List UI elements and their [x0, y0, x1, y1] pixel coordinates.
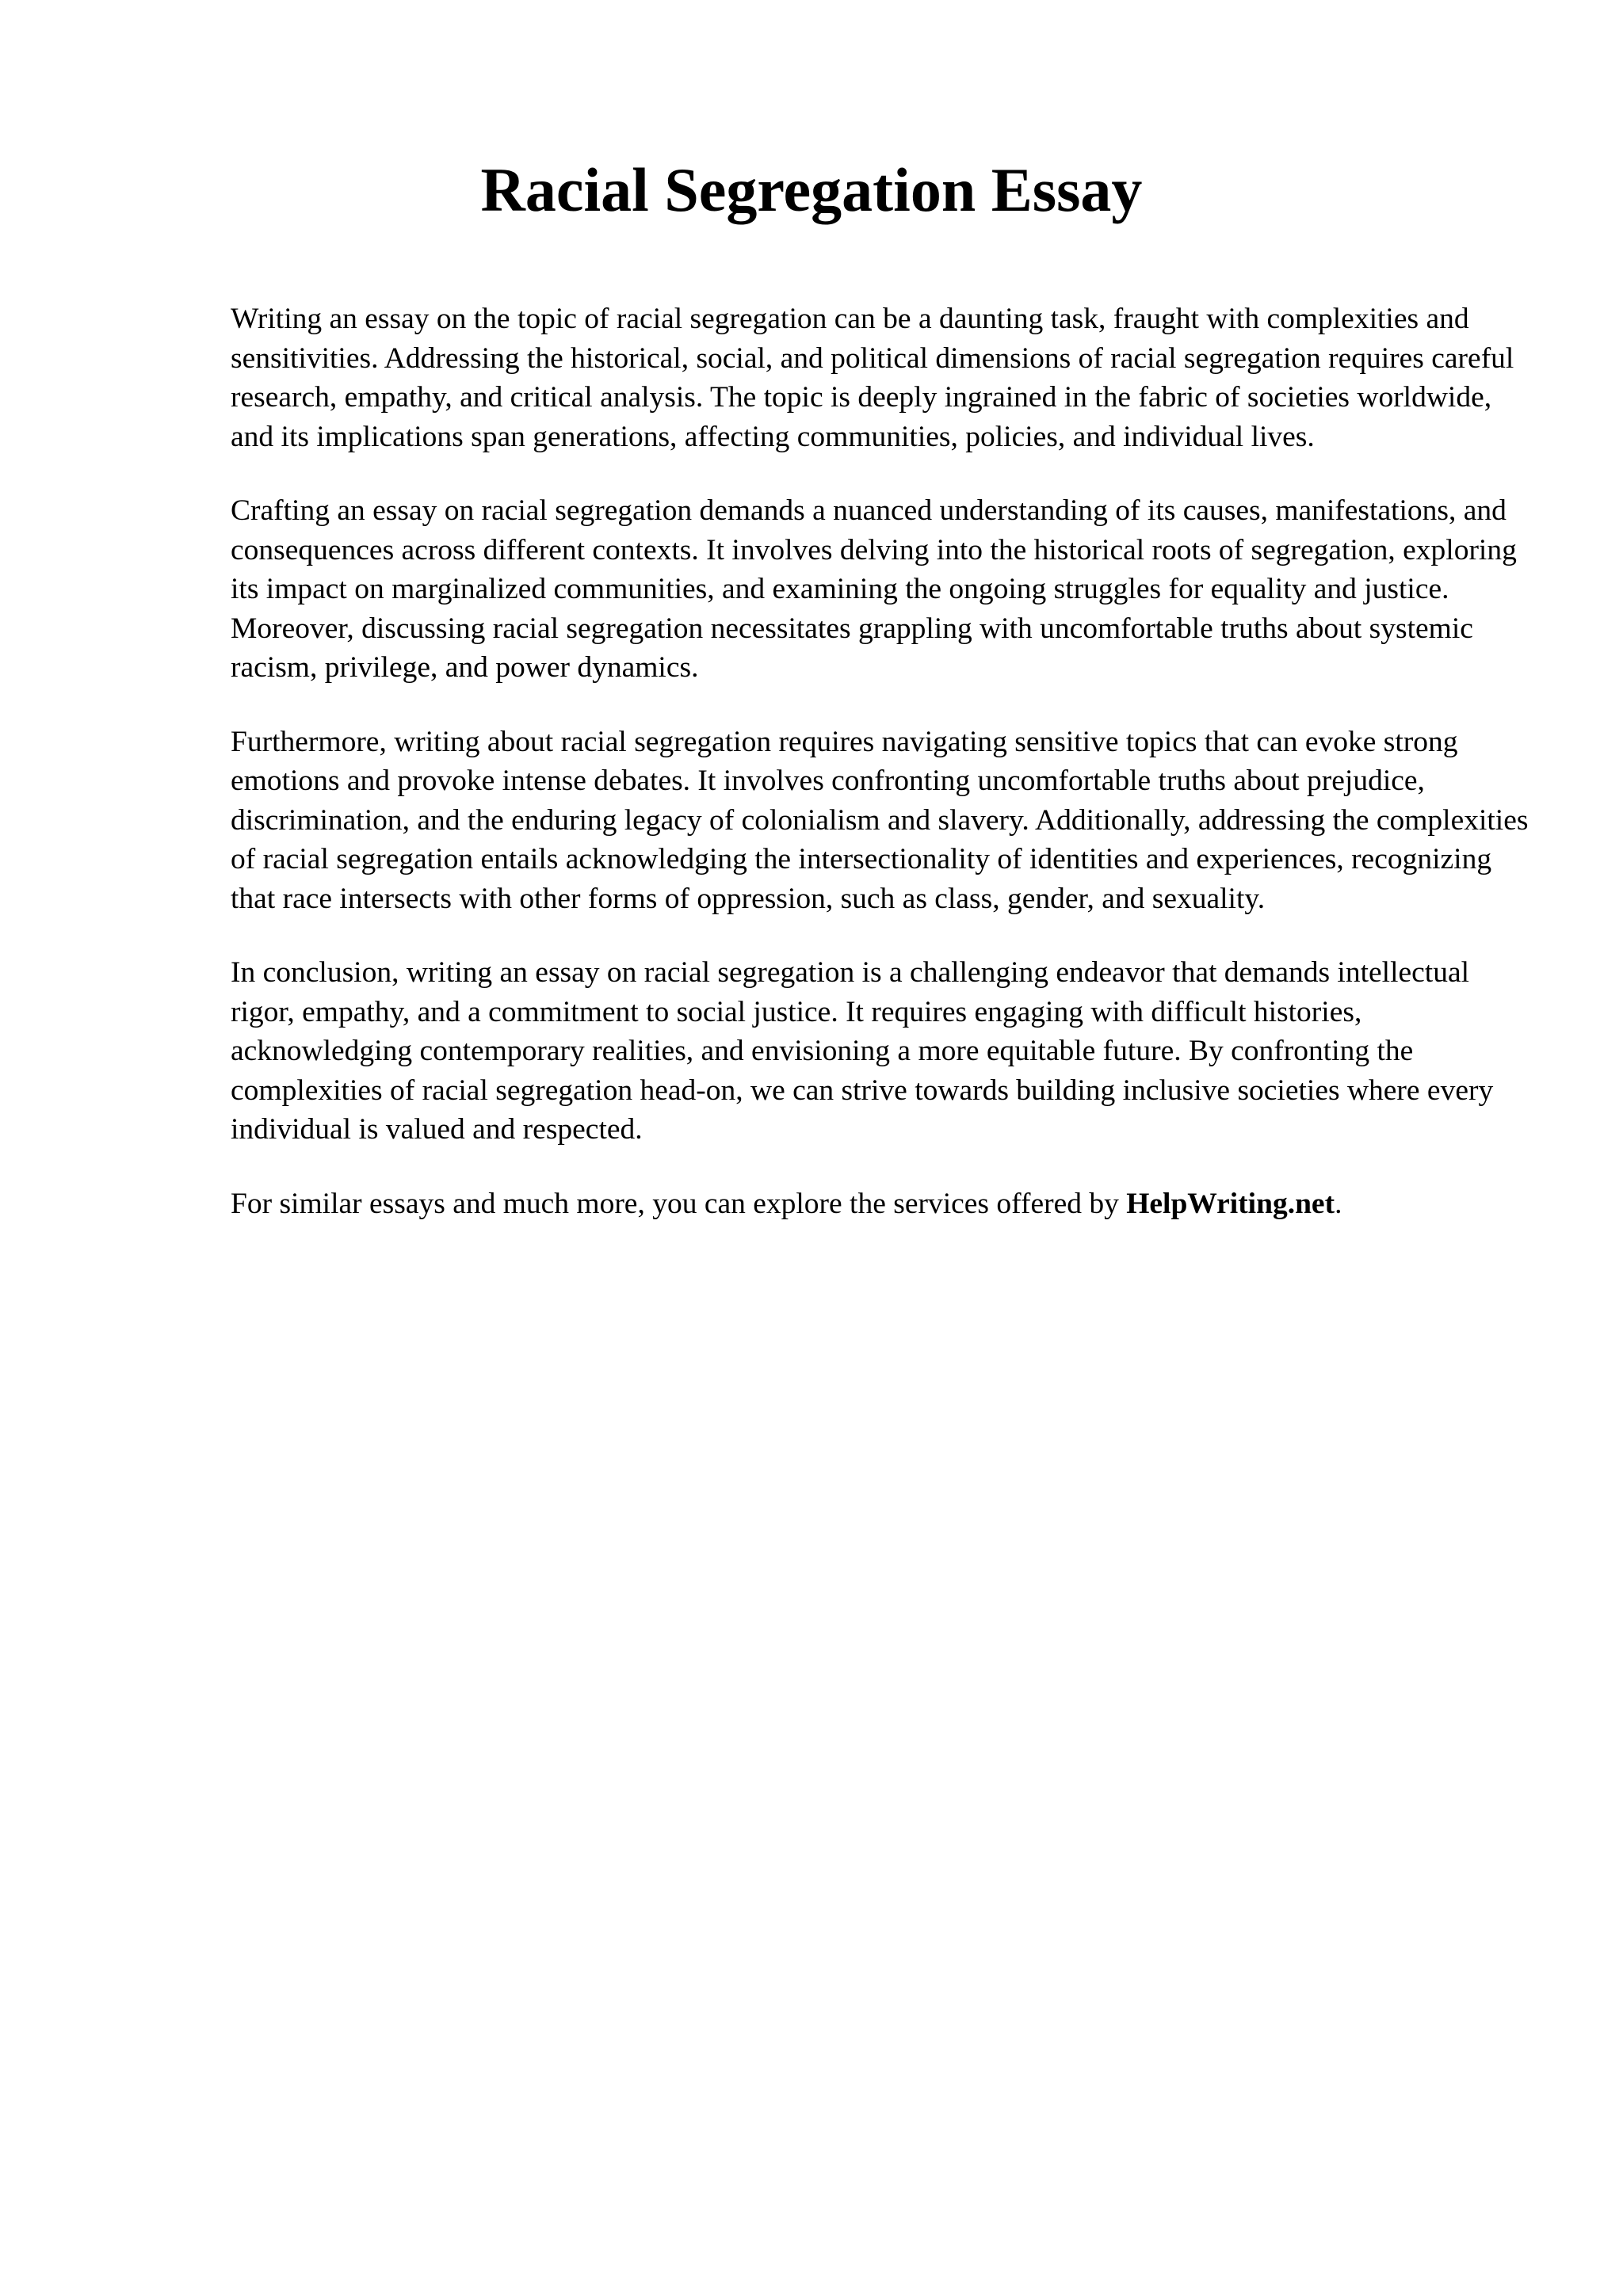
paragraph-closing [231, 1184, 1530, 1224]
brand-link[interactable]: HelpWriting.net [1126, 1187, 1335, 1220]
closing-period: . [1335, 1187, 1342, 1220]
document-body [231, 299, 1530, 1258]
paragraph-furthermore: Furthermore, writing about racial segregation requires navigating sensitive topics that can evoke strong emotions and provoke intense debates. It involves confronting uncomfortable truths about prejudice, discrimination, and the enduring legacy of colonialism and slavery. Additionally, addressing the complexities of racial segregation entails acknowledging the intersectionality of identities and experiences, recognizing that race intersects with other forms of oppression, such as class, gender, and sexuality. [231, 725, 1529, 915]
closing-text: For similar essays and much more, you can explore the services offered by [231, 1187, 1127, 1220]
paragraph-crafting: Crafting an essay on racial segregation demands a nuanced understanding of its causes, manifestations, and consequences across different contexts. It involves delving into the historical roots of segregation, exploring its impact on marginalized communities, and examining the ongoing struggles for equality and justice. Moreover, discussing racial segregation necessitates grappling with uncomfortable truths about systemic racism, privilege, and power dynamics. [231, 494, 1517, 684]
paragraph-intro: Writing an essay on the topic of racial segregation can be a daunting task, fraught with complexities and sensitivities. Addressing the historical, social, and political dimensions of racial segregation requires careful research, empathy, and critical analysis. The topic is deeply ingrained in the fabric of societies worldwide, and its implications span generations, affecting communities, policies, and individual lives. [231, 303, 1514, 453]
document-title: Racial Segregation Essay [480, 155, 1143, 224]
paragraph-conclusion: In conclusion, writing an essay on racial segregation is a challenging endeavor that demands intellectual rigor, empathy, and a commitment to social justice. It requires engaging with difficult histories, acknowledging contemporary realities, and envisioning a more equitable future. By confronting the complexities of racial segregation head-on, we can strive towards building inclusive societies where every individual is valued and respected. [231, 956, 1494, 1146]
